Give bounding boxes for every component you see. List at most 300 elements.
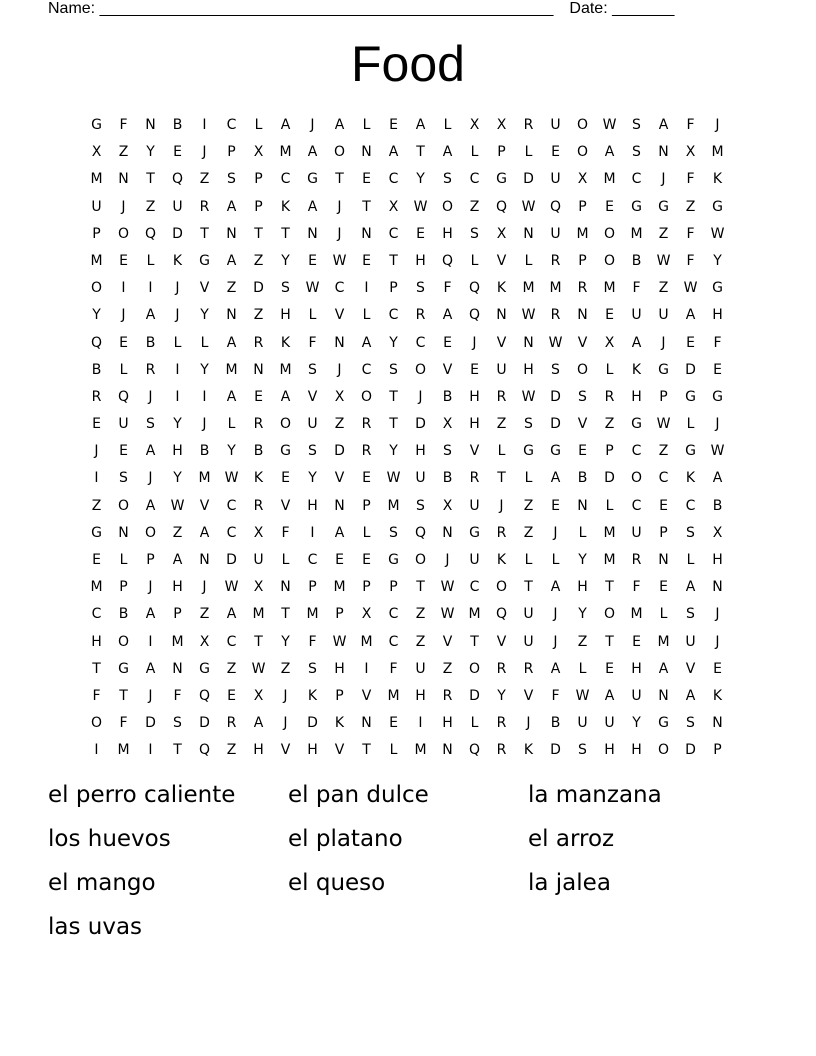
- grid-letter: M: [90, 252, 103, 269]
- grid-letter: A: [550, 579, 561, 596]
- grid-letter: G: [523, 443, 534, 460]
- grid-letter: Y: [632, 715, 641, 732]
- grid-letter: E: [578, 443, 587, 460]
- grid-letter: L: [362, 307, 371, 324]
- word-list-item: el perro caliente: [48, 782, 236, 808]
- grid-letter: V: [307, 388, 318, 405]
- grid-letter: H: [712, 307, 723, 324]
- grid-letter: J: [715, 416, 720, 433]
- grid-letter: A: [145, 606, 156, 623]
- grid-row: [83, 547, 731, 574]
- grid-row: [83, 601, 731, 628]
- grid-letter: J: [445, 552, 450, 568]
- grid-letter: P: [254, 198, 263, 215]
- grid-letter: R: [226, 715, 237, 732]
- grid-row: [83, 656, 731, 683]
- grid-letter: O: [360, 388, 373, 405]
- grid-letter: Z: [253, 307, 264, 324]
- grid-letter: A: [550, 660, 561, 677]
- grid-letter: L: [578, 660, 587, 677]
- grid-letter: U: [631, 307, 642, 324]
- grid-letter: N: [577, 307, 588, 324]
- grid-letter: J: [661, 171, 666, 188]
- grid-letter: A: [388, 144, 399, 161]
- grid-letter: G: [658, 198, 669, 215]
- grid-letter: K: [496, 552, 507, 568]
- grid-letter: S: [416, 497, 425, 514]
- grid-letter: W: [224, 579, 239, 596]
- grid-letter: H: [307, 497, 318, 514]
- grid-letter: H: [334, 660, 345, 677]
- grid-letter: T: [389, 388, 398, 405]
- grid-letter: O: [603, 606, 616, 623]
- grid-letter: W: [386, 470, 401, 487]
- grid-letter: N: [361, 225, 372, 242]
- grid-letter: S: [470, 225, 479, 242]
- grid-letter: R: [91, 388, 102, 405]
- grid-letter: T: [470, 633, 479, 650]
- grid-letter: D: [550, 388, 561, 405]
- grid-letter: D: [604, 470, 615, 487]
- grid-letter: W: [305, 280, 320, 297]
- grid-letter: V: [577, 334, 588, 351]
- grid-letter: N: [658, 552, 669, 568]
- grid-letter: H: [415, 443, 426, 460]
- grid-letter: B: [172, 117, 183, 133]
- grid-letter: D: [685, 361, 696, 378]
- grid-letter: I: [148, 633, 153, 650]
- grid-letter: G: [631, 416, 642, 433]
- page-title: Food: [351, 36, 465, 92]
- grid-letter: Z: [172, 524, 183, 541]
- grid-letter: M: [225, 361, 238, 378]
- grid-letter: D: [469, 687, 480, 704]
- grid-letter: W: [683, 280, 698, 297]
- grid-letter: N: [226, 307, 237, 324]
- grid-letter: F: [119, 117, 128, 133]
- grid-letter: C: [334, 280, 345, 297]
- grid-letter: A: [307, 198, 318, 215]
- grid-letter: M: [90, 579, 103, 596]
- grid-letter: X: [253, 687, 264, 704]
- grid-letter: O: [90, 280, 103, 297]
- grid-letter: D: [415, 416, 426, 433]
- grid-letter: L: [119, 552, 128, 568]
- grid-letter: T: [389, 416, 398, 433]
- grid-letter: L: [470, 252, 479, 269]
- grid-letter: M: [549, 280, 562, 297]
- grid-letter: M: [630, 225, 643, 242]
- grid-letter: I: [121, 280, 126, 297]
- grid-letter: E: [659, 497, 668, 514]
- grid-row: [83, 248, 731, 275]
- grid-letter: G: [91, 117, 102, 133]
- grid-letter: D: [307, 715, 318, 732]
- grid-letter: G: [712, 280, 723, 297]
- grid-letter: C: [685, 497, 696, 514]
- grid-letter: N: [172, 660, 183, 677]
- grid-letter: N: [523, 225, 534, 242]
- grid-letter: L: [119, 361, 128, 378]
- grid-row: [83, 737, 731, 764]
- grid-letter: A: [712, 470, 723, 487]
- grid-letter: M: [198, 470, 211, 487]
- grid-letter: Z: [442, 660, 453, 677]
- grid-letter: M: [252, 606, 265, 623]
- grid-letter: K: [280, 198, 291, 215]
- grid-letter: H: [631, 388, 642, 405]
- grid-letter: B: [442, 388, 453, 405]
- grid-letter: A: [226, 198, 237, 215]
- grid-letter: C: [361, 361, 372, 378]
- grid-letter: F: [686, 171, 695, 188]
- grid-letter: C: [388, 633, 399, 650]
- grid-letter: V: [577, 416, 588, 433]
- grid-letter: Q: [90, 334, 103, 351]
- grid-letter: Q: [468, 742, 481, 759]
- grid-letter: S: [551, 361, 560, 378]
- grid-letter: H: [253, 742, 264, 759]
- grid-letter: Y: [308, 470, 317, 487]
- grid-letter: R: [442, 687, 453, 704]
- grid-letter: X: [442, 416, 453, 433]
- grid-letter: M: [387, 687, 400, 704]
- grid-letter: R: [604, 388, 615, 405]
- grid-letter: E: [227, 687, 236, 704]
- grid-letter: Y: [389, 443, 398, 460]
- grid-letter: Y: [497, 687, 506, 704]
- grid-letter: T: [416, 579, 425, 596]
- grid-row: [83, 411, 731, 438]
- grid-letter: P: [308, 579, 317, 596]
- grid-letter: N: [361, 715, 372, 732]
- grid-letter: P: [389, 579, 398, 596]
- grid-letter: G: [658, 715, 669, 732]
- grid-letter: Q: [468, 307, 481, 324]
- grid-letter: V: [496, 334, 507, 351]
- grid-letter: I: [148, 280, 153, 297]
- grid-letter: C: [226, 633, 237, 650]
- grid-letter: Y: [200, 307, 209, 324]
- grid-letter: G: [496, 171, 507, 188]
- grid-letter: M: [522, 280, 535, 297]
- grid-letter: B: [712, 497, 723, 514]
- grid-letter: S: [578, 742, 587, 759]
- grid-letter: V: [469, 443, 480, 460]
- grid-letter: F: [443, 280, 452, 297]
- grid-letter: Z: [523, 524, 534, 541]
- grid-letter: H: [712, 552, 723, 568]
- grid-letter: J: [526, 715, 531, 732]
- grid-letter: L: [497, 443, 506, 460]
- grid-letter: Z: [658, 225, 669, 242]
- grid-row: [83, 493, 731, 520]
- grid-letter: Z: [118, 144, 129, 161]
- grid-letter: U: [469, 497, 480, 514]
- grid-letter: G: [469, 524, 480, 541]
- grid-letter: E: [362, 552, 371, 568]
- grid-letter: W: [521, 198, 536, 215]
- grid-letter: Q: [198, 742, 211, 759]
- grid-letter: E: [92, 416, 101, 433]
- grid-letter: N: [253, 361, 264, 378]
- grid-letter: H: [415, 687, 426, 704]
- grid-letter: M: [117, 742, 130, 759]
- grid-letter: I: [364, 660, 369, 677]
- grid-letter: A: [415, 117, 426, 133]
- grid-row: [83, 465, 731, 492]
- grid-row: [83, 302, 731, 329]
- grid-letter: Y: [281, 252, 290, 269]
- grid-letter: Y: [578, 606, 587, 623]
- grid-row: [83, 683, 731, 710]
- grid-letter: X: [199, 633, 210, 650]
- grid-letter: H: [415, 252, 426, 269]
- grid-letter: H: [631, 742, 642, 759]
- grid-letter: J: [121, 307, 126, 324]
- grid-letter: T: [362, 198, 371, 215]
- grid-letter: X: [361, 606, 372, 623]
- grid-letter: J: [148, 579, 153, 596]
- grid-row: [83, 194, 731, 221]
- grid-letter: L: [605, 361, 614, 378]
- grid-letter: X: [253, 524, 264, 541]
- grid-letter: G: [91, 524, 102, 541]
- grid-letter: H: [307, 742, 318, 759]
- grid-letter: M: [657, 633, 670, 650]
- grid-letter: B: [145, 334, 156, 351]
- grid-letter: Z: [469, 198, 480, 215]
- grid-letter: A: [145, 660, 156, 677]
- grid-letter: R: [496, 524, 507, 541]
- grid-letter: G: [199, 252, 210, 269]
- grid-letter: A: [334, 117, 345, 133]
- grid-letter: E: [551, 144, 560, 161]
- grid-letter: J: [715, 117, 720, 133]
- grid-letter: L: [470, 144, 479, 161]
- grid-letter: J: [310, 117, 315, 133]
- grid-letter: Q: [468, 280, 481, 297]
- grid-letter: H: [172, 579, 183, 596]
- grid-letter: M: [630, 606, 643, 623]
- grid-letter: M: [414, 742, 427, 759]
- grid-letter: W: [170, 497, 185, 514]
- grid-letter: R: [496, 660, 507, 677]
- grid-letter: W: [710, 443, 725, 460]
- grid-letter: D: [550, 416, 561, 433]
- grid-letter: D: [199, 715, 210, 732]
- grid-letter: X: [685, 144, 696, 161]
- grid-letter: Z: [577, 633, 588, 650]
- grid-letter: T: [119, 687, 128, 704]
- grid-letter: W: [710, 225, 725, 242]
- grid-letter: U: [577, 715, 588, 732]
- grid-letter: L: [362, 524, 371, 541]
- grid-letter: C: [388, 225, 399, 242]
- grid-letter: E: [173, 144, 182, 161]
- grid-letter: R: [550, 252, 561, 269]
- grid-letter: N: [496, 307, 507, 324]
- grid-letter: J: [148, 470, 153, 487]
- grid-letter: I: [202, 388, 207, 405]
- grid-letter: U: [631, 524, 642, 541]
- grid-letter: R: [253, 334, 264, 351]
- grid-letter: Z: [199, 171, 210, 188]
- grid-letter: B: [631, 252, 642, 269]
- grid-letter: W: [521, 307, 536, 324]
- grid-letter: X: [604, 334, 615, 351]
- grid-letter: Z: [658, 280, 669, 297]
- grid-row: [83, 710, 731, 737]
- grid-letter: P: [605, 443, 614, 460]
- grid-letter: J: [94, 443, 99, 460]
- grid-letter: U: [91, 198, 102, 215]
- grid-letter: X: [253, 144, 264, 161]
- grid-row: [83, 139, 731, 166]
- grid-letter: Q: [117, 388, 130, 405]
- grid-letter: H: [523, 361, 534, 378]
- grid-letter: A: [334, 524, 345, 541]
- grid-letter: U: [172, 198, 183, 215]
- name-field-label: Name: ___________________________________________________: [48, 0, 554, 17]
- grid-letter: B: [577, 470, 588, 487]
- grid-letter: Q: [549, 198, 562, 215]
- grid-letter: S: [389, 361, 398, 378]
- grid-letter: L: [524, 252, 533, 269]
- grid-letter: W: [413, 198, 428, 215]
- grid-letter: O: [414, 361, 427, 378]
- grid-letter: N: [118, 524, 129, 541]
- grid-letter: P: [659, 524, 668, 541]
- grid-letter: E: [119, 443, 128, 460]
- word-list-item: el queso: [288, 870, 386, 896]
- grid-letter: N: [280, 579, 291, 596]
- grid-letter: J: [553, 633, 558, 650]
- grid-letter: T: [281, 606, 290, 623]
- grid-letter: E: [254, 388, 263, 405]
- grid-letter: R: [469, 470, 480, 487]
- grid-letter: H: [469, 388, 480, 405]
- grid-letter: K: [253, 470, 264, 487]
- grid-letter: R: [496, 742, 507, 759]
- grid-letter: V: [199, 280, 210, 297]
- grid-letter: D: [334, 443, 345, 460]
- grid-letter: L: [443, 117, 452, 133]
- grid-letter: H: [577, 579, 588, 596]
- grid-letter: T: [92, 660, 101, 677]
- word-list-item: el pan dulce: [288, 782, 429, 808]
- grid-letter: Z: [496, 416, 507, 433]
- grid-row: [83, 520, 731, 547]
- grid-letter: B: [91, 361, 102, 378]
- grid-letter: F: [308, 633, 317, 650]
- grid-letter: M: [360, 633, 373, 650]
- grid-letter: V: [496, 252, 507, 269]
- grid-letter: I: [418, 715, 423, 732]
- grid-row: [83, 166, 731, 193]
- grid-letter: L: [578, 524, 587, 541]
- grid-letter: P: [497, 144, 506, 161]
- grid-letter: M: [468, 606, 481, 623]
- grid-letter: S: [227, 171, 236, 188]
- grid-letter: T: [416, 144, 425, 161]
- grid-letter: Z: [415, 633, 426, 650]
- grid-letter: Y: [227, 443, 236, 460]
- grid-letter: U: [523, 633, 534, 650]
- grid-letter: W: [575, 687, 590, 704]
- grid-letter: E: [119, 334, 128, 351]
- grid-letter: C: [631, 497, 642, 514]
- grid-letter: T: [389, 252, 398, 269]
- word-list-item: el arroz: [528, 826, 615, 852]
- grid-letter: G: [388, 552, 399, 568]
- grid-letter: J: [121, 198, 126, 215]
- grid-letter: I: [94, 742, 99, 759]
- grid-letter: A: [145, 443, 156, 460]
- grid-letter: A: [226, 388, 237, 405]
- grid-letter: K: [712, 171, 723, 188]
- grid-letter: K: [685, 470, 696, 487]
- grid-letter: E: [335, 552, 344, 568]
- grid-letter: R: [577, 280, 588, 297]
- grid-letter: O: [333, 144, 346, 161]
- grid-letter: N: [577, 497, 588, 514]
- grid-letter: N: [658, 687, 669, 704]
- grid-letter: N: [145, 117, 156, 133]
- grid-letter: E: [308, 252, 317, 269]
- grid-letter: V: [685, 660, 696, 677]
- grid-letter: L: [686, 552, 695, 568]
- grid-letter: S: [308, 361, 317, 378]
- grid-letter: E: [281, 470, 290, 487]
- grid-letter: X: [496, 117, 507, 133]
- grid-letter: D: [523, 171, 534, 188]
- grid-letter: D: [550, 742, 561, 759]
- grid-letter: I: [364, 280, 369, 297]
- grid-letter: M: [603, 552, 616, 568]
- grid-letter: Q: [495, 198, 508, 215]
- grid-letter: Y: [173, 470, 182, 487]
- grid-letter: L: [254, 117, 263, 133]
- grid-letter: Q: [441, 252, 454, 269]
- grid-letter: A: [442, 307, 453, 324]
- grid-letter: K: [172, 252, 183, 269]
- grid-letter: S: [632, 144, 641, 161]
- grid-letter: H: [91, 633, 102, 650]
- grid-letter: A: [658, 117, 669, 133]
- grid-letter: N: [442, 524, 453, 541]
- grid-letter: O: [117, 225, 130, 242]
- grid-letter: V: [334, 307, 345, 324]
- grid-letter: C: [469, 171, 480, 188]
- grid-letter: E: [362, 171, 371, 188]
- grid-letter: A: [145, 497, 156, 514]
- word-list: [48, 777, 768, 945]
- grid-letter: C: [658, 470, 669, 487]
- grid-letter: U: [550, 117, 561, 133]
- grid-letter: A: [604, 144, 615, 161]
- grid-letter: Z: [199, 606, 210, 623]
- grid-letter: B: [118, 606, 129, 623]
- grid-letter: A: [226, 252, 237, 269]
- grid-letter: O: [576, 361, 589, 378]
- grid-letter: G: [685, 443, 696, 460]
- grid-letter: J: [148, 388, 153, 405]
- grid-letter: P: [227, 144, 236, 161]
- grid-letter: G: [199, 660, 210, 677]
- grid-letter: K: [712, 687, 723, 704]
- word-list-item: el platano: [288, 826, 403, 852]
